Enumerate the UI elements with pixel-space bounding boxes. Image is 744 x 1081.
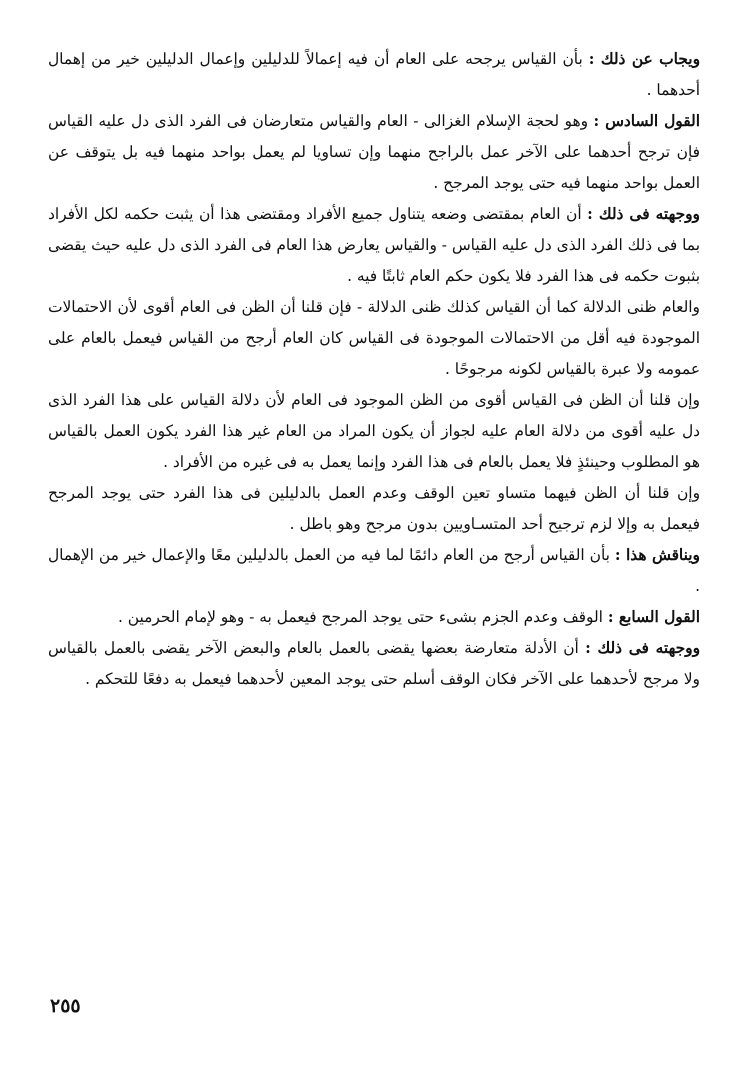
paragraph-lead: ووجهته فى ذلك : [587, 205, 700, 223]
paragraph-sixth-rationale [48, 199, 700, 292]
paragraph-text: الوقف وعدم الجزم بشىء حتى يوجد المرجح فيعمل به - وهو لإمام الحرمين . [117, 608, 608, 626]
paragraph-text: وهو لحجة الإسلام الغزالى - العام والقياس متعارضان فى الفرد الذى دل عليه القياس فإن ترجح أحدهما على الآخر عمل بالراجح منهما وإن تساويا لم يعمل بواحد منهما فيه بل يتوقف عن العمل بواحد منهما فيه حتى يوجد المرجح . [48, 112, 700, 192]
paragraph-text: وإن قلنا أن الظن فيهما متساو تعين الوقف وعدم العمل بالدليلين فى هذا الفرد حتى يوجد المرجح فيعمل به وإلا لزم ترجيح أحد المتسـاويين بدون مرجح وهو باطل . [48, 484, 700, 533]
paragraph-text: وإن قلنا أن الظن فى القياس أقوى من الظن الموجود فى العام لأن دلالة القياس على هذا الفرد الذى دل عليه أقوى من دلالة العام عليه لجواز أن يكون المراد من العام غير هذا الفرد يكون العمل بالقياس هو المطلوب وحينئذٍ فلا يعمل بالعام فى هذا الفرد وإنما يعمل به فى غيره من الأفراد . [48, 391, 700, 471]
paragraph-lead: ووجهته فى ذلك : [585, 639, 701, 657]
paragraph-discussion [48, 540, 700, 602]
page-body [48, 44, 700, 1044]
paragraph-equal-case [48, 478, 700, 540]
paragraph-text: أن العام بمقتضى وضعه يتناول جميع الأفراد ومقتضى هذا أن يثبت حكمه لكل الأفراد بما فى ذلك الفرد الذى دل عليه القياس - والقياس يعارض هذا العام فى الفرد الذى دل عليه حيث يقضى بثبوت حكمه فى هذا الفرد فلا يكون حكم العام ثابتًا فيه . [48, 205, 700, 285]
paragraph-seventh-opinion [48, 602, 700, 633]
paragraph-lead: القول السادس : [593, 112, 700, 130]
page-number: ٢٥٥ [50, 995, 81, 1017]
paragraph-seventh-rationale [48, 633, 700, 695]
paragraph-lead: ويجاب عن ذلك : [588, 50, 700, 68]
paragraph-sixth-opinion [48, 106, 700, 199]
paragraph-text: بأن القياس أرجح من العام دائمًا لما فيه من العمل بالدليلين معًا والإعمال خير من الإهمال . [48, 546, 700, 595]
paragraph-reply [48, 44, 700, 106]
paragraph-analogy-stronger [48, 385, 700, 478]
paragraph-lead: ويناقش هذا : [614, 546, 700, 564]
paragraph-lead: القول السابع : [607, 608, 700, 626]
paragraph-text: والعام ظنى الدلالة كما أن القياس كذلك ظنى الدلالة - فإن قلنا أن الظن فى العام أقوى لأن الاحتمالات الموجودة فيه أقل من الاحتمالات الموجودة فى القياس كان العام أرجح من القياس فيعمل بالعام على عمومه ولا عبرة بالقياس لكونه مرجوحًا . [48, 298, 700, 378]
paragraph-general-presumptive [48, 292, 700, 385]
paragraph-text: أن الأدلة متعارضة بعضها يقضى بالعمل بالعام والبعض الآخر يقضى بالعمل بالقياس ولا مرجح لأحدهما على الآخر فكان الوقف أسلم حتى يوجد المعين لأحدهما فيعمل به دفعًا للتحكم . [48, 639, 700, 688]
paragraph-text: بأن القياس يرجحه على العام أن فيه إعمالاً للدليلين وإعمال الدليلين خير من إهمال أحدهما . [48, 50, 700, 99]
